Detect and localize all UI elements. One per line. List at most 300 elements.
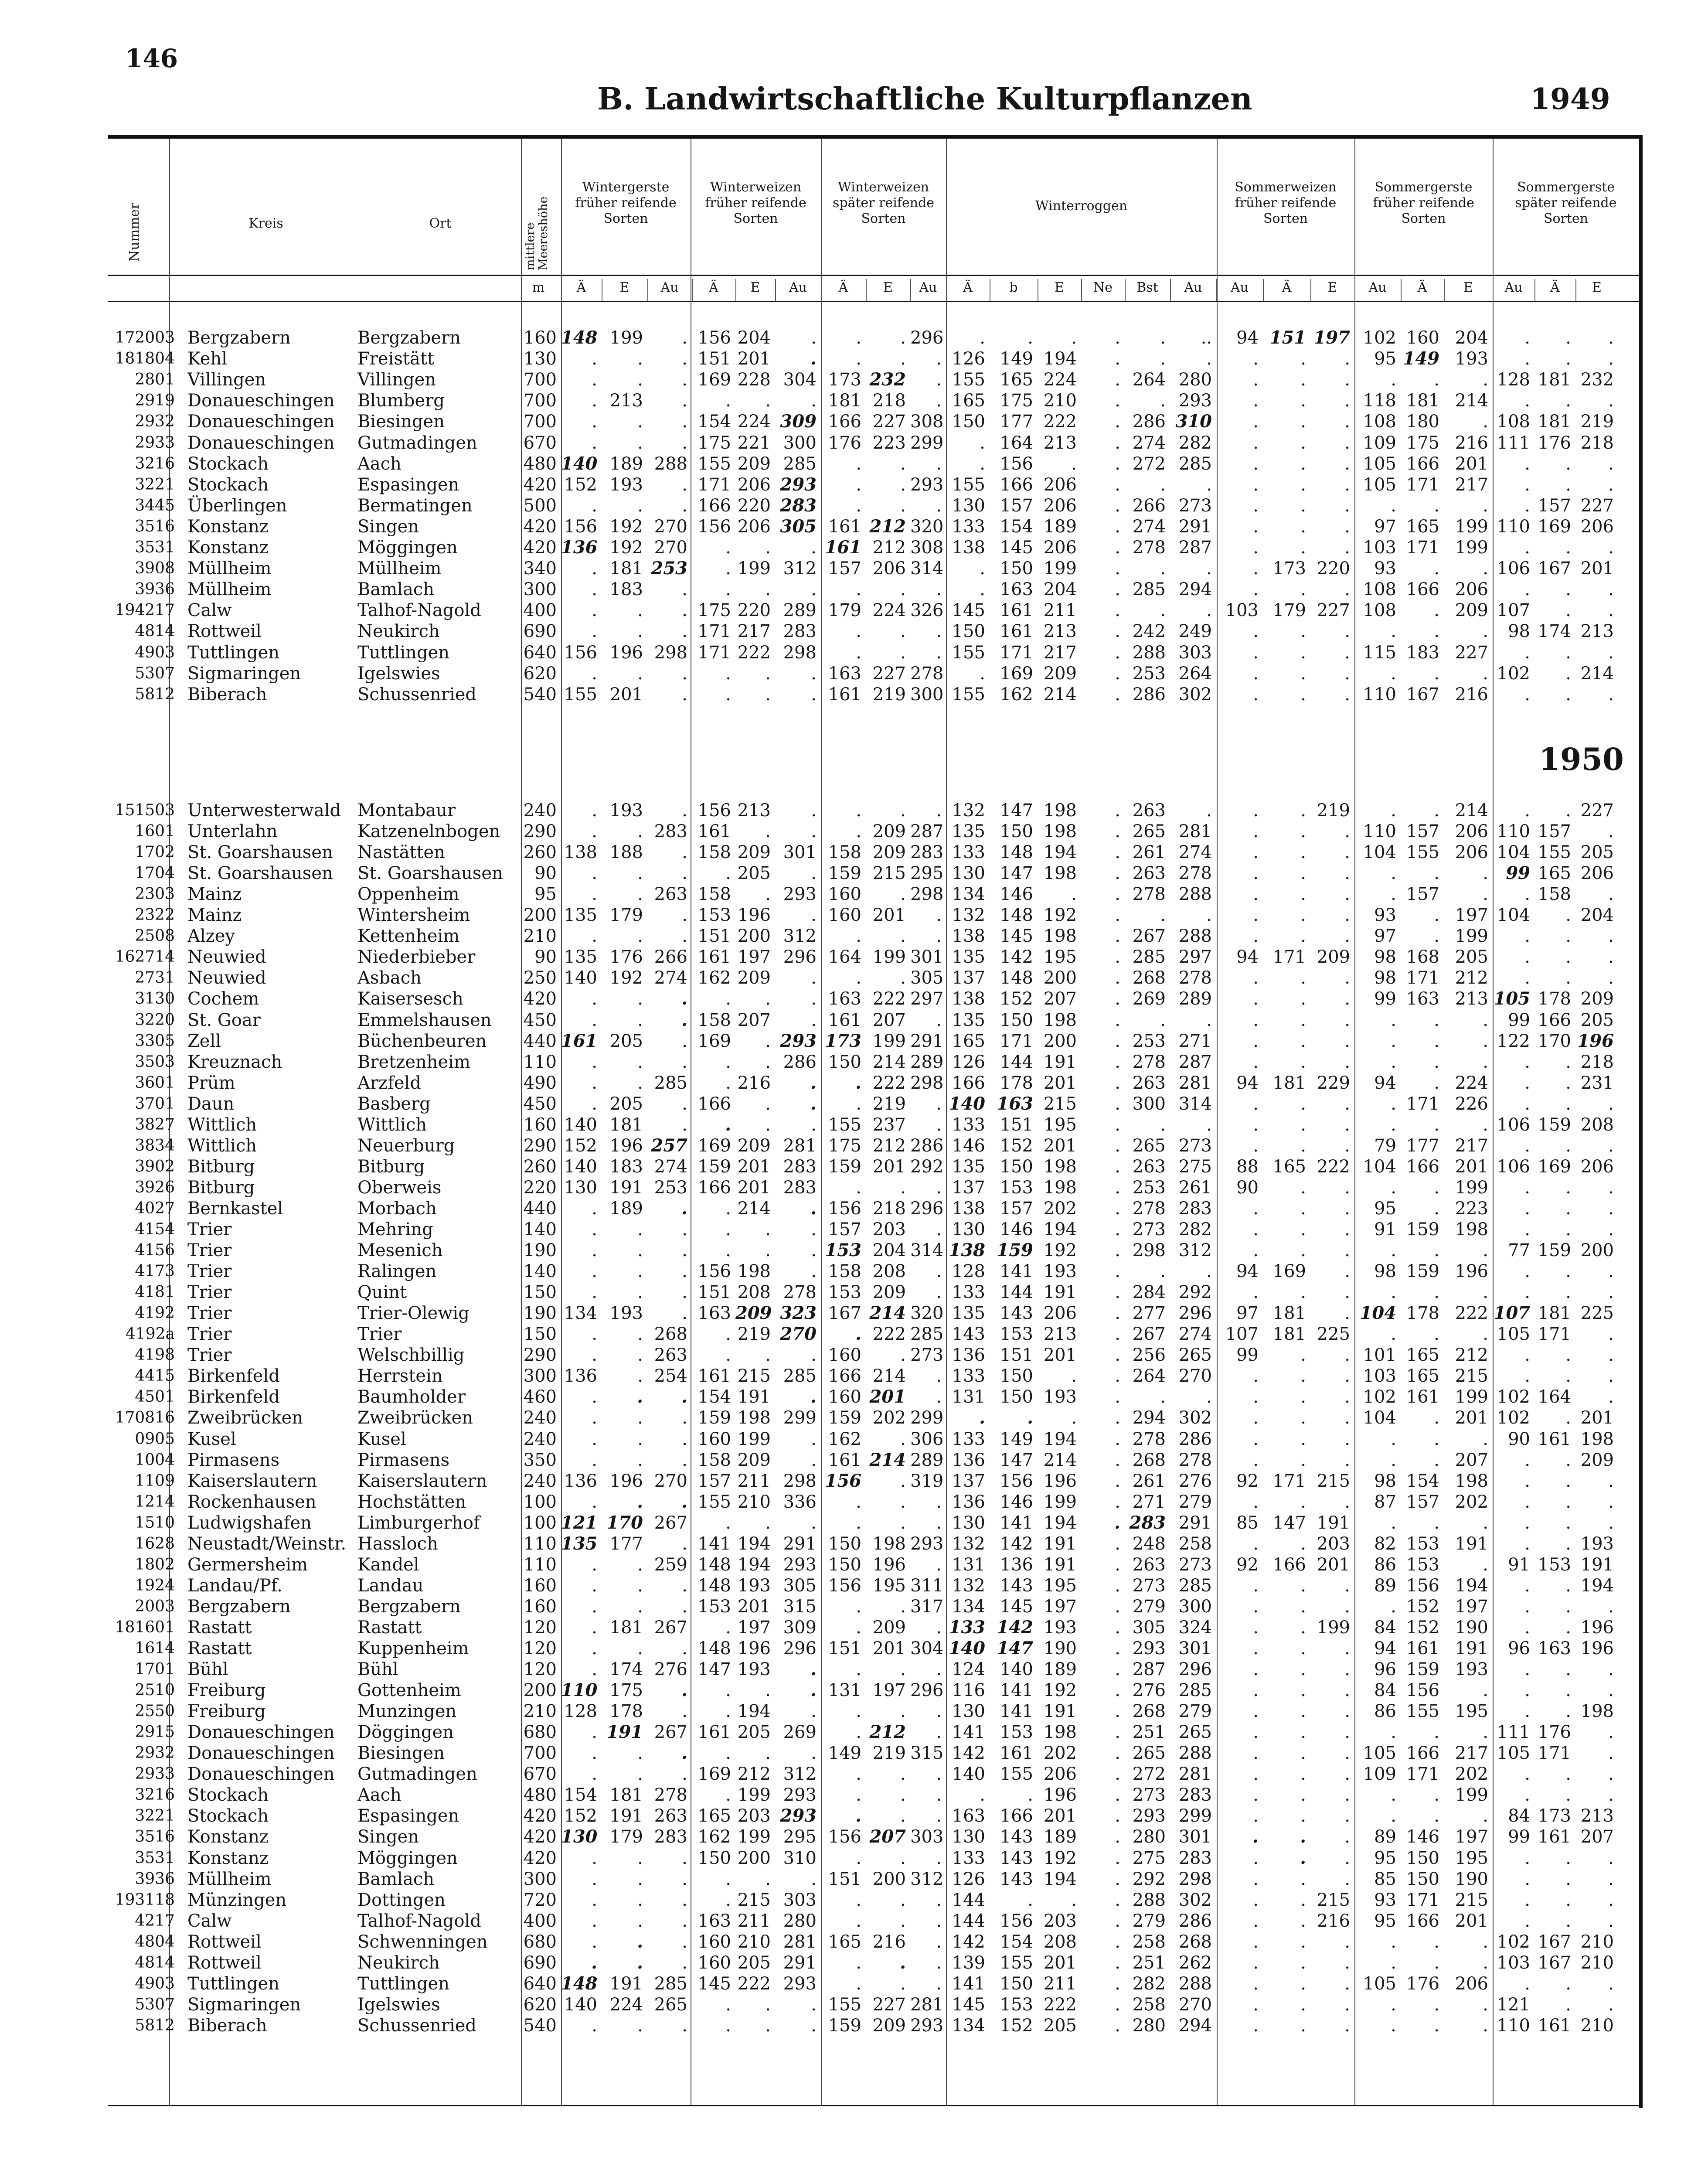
- cell-value: 179: [609, 1827, 643, 1847]
- cell-value: 200: [523, 905, 557, 926]
- cell-value: 258: [1132, 1931, 1166, 1952]
- cell-kreis: Biberach: [187, 2015, 267, 2036]
- cell-value: .: [856, 349, 861, 369]
- cell-value: .: [1253, 842, 1259, 863]
- cell-value: .: [1483, 1052, 1488, 1072]
- cell-value: .: [1300, 1052, 1306, 1072]
- cell-value: 141: [952, 1722, 985, 1743]
- cell-value: .: [900, 884, 906, 905]
- cell-kreis: Daun: [187, 1093, 235, 1114]
- cell-value: .: [1300, 349, 1306, 369]
- cell-value: 145: [1000, 1596, 1033, 1617]
- cell-value: 670: [523, 1764, 557, 1785]
- cell-value: .: [1565, 1994, 1571, 2015]
- cell-ort: Bitburg: [357, 1156, 425, 1177]
- cell-kreis: Rastatt: [187, 1638, 252, 1659]
- cell-value: 138: [952, 1198, 985, 1219]
- cell-kreis: Calw: [187, 600, 232, 621]
- cell-value: 191: [606, 1722, 643, 1743]
- cell-value: 198: [1580, 1701, 1614, 1722]
- cell-value: .: [1344, 370, 1350, 390]
- cell-ort: Talhof-Nagold: [357, 600, 481, 621]
- cell-value: .: [936, 579, 942, 600]
- cell-ort: Rastatt: [357, 1617, 422, 1638]
- cell-value: 273: [910, 1345, 944, 1366]
- cell-value: 158: [828, 1261, 861, 1282]
- cell-value: .: [637, 863, 643, 884]
- cell-value: .: [725, 989, 731, 1009]
- cell-value: 133: [952, 1429, 985, 1449]
- cell-value: 293: [783, 1785, 817, 1805]
- cell-value: .: [1253, 1093, 1259, 1114]
- cell-value: .: [1344, 433, 1350, 453]
- cell-value: 115: [1363, 642, 1396, 663]
- cell-value: 266: [654, 947, 687, 967]
- subcolumn-header: Bst: [1136, 280, 1158, 295]
- cell-value: 202: [872, 1408, 906, 1428]
- cell-value: 135: [564, 947, 597, 967]
- cell-value: .: [1565, 1450, 1571, 1470]
- cell-value: .: [1115, 1387, 1120, 1407]
- cell-value: 188: [609, 842, 643, 863]
- header-group-label: Winterroggen: [1035, 198, 1128, 214]
- cell-kreis: Wittlich: [187, 1114, 257, 1135]
- cell-value: 281: [1178, 1073, 1212, 1093]
- cell-value: .: [1115, 1848, 1120, 1868]
- cell-value: 181: [1538, 370, 1571, 390]
- cell-value: .: [1483, 370, 1488, 390]
- table-row: [108, 926, 1643, 947]
- cell-value: 248: [1132, 1533, 1166, 1554]
- cell-ort: Munzingen: [357, 1701, 457, 1722]
- cell-kreis: St. Goarshausen: [187, 842, 333, 863]
- cell-value: .: [1344, 1848, 1350, 1868]
- cell-value: .: [1160, 474, 1166, 495]
- cell-value: 202: [1455, 1764, 1488, 1785]
- cell-value: 183: [609, 579, 643, 600]
- cell-value: .: [1253, 1806, 1259, 1826]
- cell-value: 281: [1178, 821, 1212, 842]
- cell-value: 279: [1178, 1492, 1212, 1512]
- cell-value: 193: [609, 1303, 643, 1324]
- cell-kreis: Bergzabern: [187, 1596, 291, 1617]
- cell-value: .: [936, 1890, 942, 1910]
- cell-value: 161: [828, 1010, 861, 1030]
- cell-value: 304: [783, 370, 817, 390]
- cell-value: 229: [1317, 1073, 1350, 1093]
- cell-value: 199: [737, 1429, 771, 1449]
- cell-value: 199: [1317, 1617, 1350, 1638]
- cell-value: .: [592, 1052, 597, 1072]
- cell-value: 163: [1406, 989, 1439, 1009]
- cell-value: .: [1524, 453, 1530, 474]
- cell-value: 306: [910, 1429, 944, 1449]
- cell-value: .: [592, 1261, 597, 1282]
- cell-value: 170: [1538, 1031, 1571, 1051]
- cell-value: .: [1253, 884, 1259, 905]
- cell-value: 150: [1000, 1366, 1033, 1386]
- cell-value: 120: [523, 1638, 557, 1659]
- cell-kreis: Bergzabern: [187, 328, 291, 348]
- cell-value: .: [1483, 495, 1488, 516]
- cell-value: 213: [609, 391, 643, 411]
- cell-value: 214: [869, 1303, 906, 1324]
- cell-value: 165: [1538, 863, 1571, 884]
- cell-value: 140: [564, 968, 597, 988]
- cell-value: .: [811, 391, 817, 411]
- cell-value: 161: [1538, 1429, 1571, 1449]
- cell-value: 257: [651, 1135, 687, 1156]
- cell-value: .: [936, 1764, 942, 1785]
- cell-value: .: [1115, 1135, 1120, 1156]
- cell-value: .: [592, 1408, 597, 1428]
- cell-value: .: [900, 1848, 906, 1868]
- cell-value: 211: [1043, 1973, 1077, 1994]
- cell-value: .: [1071, 1890, 1077, 1910]
- cell-value: .: [1344, 1701, 1350, 1722]
- cell-value: 204: [737, 328, 771, 348]
- cell-value: .: [1160, 1114, 1166, 1135]
- cell-value: 148: [1000, 968, 1033, 988]
- cell-value: .: [1483, 884, 1488, 905]
- cell-value: 190: [523, 1240, 557, 1261]
- cell-value: 206: [1043, 495, 1077, 516]
- table-row: [108, 1450, 1643, 1471]
- cell-value: 192: [609, 538, 643, 558]
- cell-value: 134: [952, 884, 985, 905]
- cell-value: 140: [523, 1219, 557, 1240]
- cell-value: 251: [1132, 1722, 1166, 1743]
- cell-value: .: [936, 1973, 942, 1994]
- cell-nummer: 1109: [135, 1472, 175, 1490]
- cell-value: 197: [872, 1680, 906, 1701]
- cell-value: 104: [1363, 842, 1396, 863]
- cell-value: 165: [952, 1031, 985, 1051]
- cell-value: .: [1253, 1219, 1259, 1240]
- cell-nummer: 4192: [135, 1304, 175, 1322]
- cell-value: .: [1608, 1282, 1614, 1303]
- cell-value: 272: [1132, 453, 1166, 474]
- cell-value: 296: [783, 947, 817, 967]
- cell-value: .: [765, 884, 771, 905]
- cell-value: 176: [1538, 433, 1571, 453]
- cell-value: 206: [1580, 1156, 1614, 1177]
- cell-value: 201: [869, 1386, 906, 1407]
- cell-value: .: [1253, 1114, 1259, 1135]
- cell-value: .: [856, 1973, 861, 1994]
- cell-value: .: [1344, 842, 1350, 863]
- cell-value: 199: [1455, 1177, 1488, 1198]
- cell-ort: St. Goarshausen: [357, 863, 503, 884]
- cell-value: .: [637, 1386, 643, 1407]
- cell-nummer: 3827: [135, 1115, 175, 1134]
- cell-value: 222: [872, 1324, 906, 1345]
- cell-value: .: [1608, 1471, 1614, 1491]
- cell-value: 214: [1455, 800, 1488, 821]
- cell-kreis: Trier: [187, 1345, 232, 1366]
- cell-value: 133: [952, 1282, 985, 1303]
- cell-value: .: [1115, 1261, 1120, 1282]
- cell-value: 312: [910, 1869, 944, 1889]
- cell-value: .: [725, 1198, 731, 1219]
- cell-value: 205: [609, 1031, 643, 1051]
- cell-value: 217: [1455, 474, 1488, 495]
- cell-value: 315: [783, 1596, 817, 1617]
- cell-kreis: Wittlich: [187, 1135, 257, 1156]
- cell-value: .: [1253, 391, 1259, 411]
- cell-value: .: [682, 1093, 687, 1114]
- cell-value: 267: [654, 1617, 687, 1638]
- cell-ort: Pirmasens: [357, 1450, 450, 1470]
- cell-value: 160: [828, 1345, 861, 1366]
- cell-value: .: [856, 474, 861, 495]
- cell-value: 161: [697, 1722, 731, 1743]
- cell-value: 152: [1406, 1617, 1439, 1638]
- cell-kreis: Neuwied: [187, 968, 266, 988]
- cell-value: 189: [1043, 1827, 1077, 1847]
- cell-value: .: [1071, 1408, 1077, 1428]
- cell-value: .: [1253, 1931, 1259, 1952]
- cell-value: .: [1253, 1764, 1259, 1785]
- cell-nummer: 3701: [135, 1094, 175, 1113]
- cell-value: .: [1115, 1659, 1120, 1680]
- cell-value: 195: [872, 1575, 906, 1596]
- cell-value: 105: [1363, 474, 1396, 495]
- cell-value: 214: [872, 1366, 906, 1386]
- cell-value: .: [1344, 474, 1350, 495]
- cell-value: 150: [697, 1848, 731, 1868]
- cell-value: .: [1071, 453, 1077, 474]
- cell-kreis: Pirmasens: [187, 1450, 280, 1470]
- cell-value: 179: [828, 600, 861, 621]
- cell-nummer: 1702: [135, 843, 175, 862]
- cell-value: .: [1483, 1554, 1488, 1575]
- cell-value: .: [811, 1429, 817, 1449]
- cell-kreis: Bitburg: [187, 1177, 255, 1198]
- cell-value: .: [682, 349, 687, 369]
- cell-value: 141: [952, 1973, 985, 1994]
- cell-value: .: [1115, 642, 1120, 663]
- cell-value: 137: [952, 1471, 985, 1491]
- cell-value: .: [1524, 1890, 1530, 1910]
- cell-value: 149: [1000, 349, 1033, 369]
- cell-value: .: [1300, 842, 1306, 863]
- cell-nummer: 2731: [135, 969, 175, 987]
- table-row: [108, 1094, 1643, 1115]
- cell-value: .: [900, 968, 906, 988]
- cell-value: 143: [1000, 1848, 1033, 1868]
- cell-value: 143: [1000, 1575, 1033, 1596]
- cell-value: .: [637, 884, 643, 905]
- cell-value: 140: [564, 1156, 597, 1177]
- cell-value: 95: [1374, 349, 1396, 369]
- cell-value: 155: [952, 370, 985, 390]
- cell-value: 201: [1043, 1345, 1077, 1366]
- cell-value: .: [1115, 1177, 1120, 1198]
- cell-value: .: [637, 1240, 643, 1261]
- cell-kreis: Landau/Pf.: [187, 1575, 282, 1596]
- cell-value: 153: [1000, 1994, 1033, 2015]
- cell-value: .: [936, 1114, 942, 1135]
- cell-value: 540: [523, 684, 557, 705]
- cell-value: .: [1391, 1052, 1396, 1072]
- cell-value: .: [765, 1345, 771, 1366]
- cell-value: 194: [1043, 1869, 1077, 1889]
- cell-value: 161: [828, 516, 861, 537]
- cell-value: .: [1115, 1471, 1120, 1491]
- cell-value: 680: [523, 1931, 557, 1952]
- cell-value: 169: [697, 370, 731, 390]
- cell-value: 121: [1497, 1994, 1530, 2015]
- cell-value: .: [1391, 1785, 1396, 1805]
- cell-ort: Espasingen: [357, 474, 459, 495]
- cell-value: .: [900, 1429, 906, 1449]
- cell-value: .: [1565, 1869, 1571, 1889]
- cell-value: 130: [952, 495, 985, 516]
- cell-value: .: [592, 1198, 597, 1219]
- cell-value: .: [1565, 926, 1571, 947]
- table-row: [108, 2016, 1643, 2037]
- cell-value: .: [1300, 1387, 1306, 1407]
- cell-ort: Villingen: [357, 370, 436, 390]
- cell-value: 164: [1538, 1387, 1571, 1407]
- cell-value: .: [1344, 1994, 1350, 2015]
- cell-value: 176: [828, 433, 861, 453]
- cell-value: 150: [828, 1533, 861, 1554]
- cell-value: .: [856, 1617, 861, 1638]
- table-row: [108, 1806, 1643, 1827]
- table-row: [108, 1345, 1643, 1366]
- cell-value: .: [682, 495, 687, 516]
- cell-value: 282: [1132, 1973, 1166, 1994]
- cell-value: .: [811, 684, 817, 705]
- cell-kreis: Trier: [187, 1303, 232, 1324]
- cell-kreis: Unterwesterwald: [187, 800, 341, 821]
- cell-value: 293: [783, 884, 817, 905]
- cell-value: 206: [1043, 1764, 1077, 1785]
- cell-value: 99: [1236, 1345, 1259, 1366]
- cell-value: .: [592, 1073, 597, 1093]
- header-kreis: Kreis: [248, 216, 283, 231]
- cell-value: 278: [910, 663, 944, 684]
- cell-value: 145: [952, 600, 985, 621]
- cell-value: 82: [1374, 1533, 1396, 1554]
- cell-value: 159: [1538, 1240, 1571, 1261]
- cell-value: .: [592, 1659, 597, 1680]
- cell-value: 108: [1363, 579, 1396, 600]
- cell-value: .: [1300, 800, 1306, 821]
- cell-value: 198: [1455, 1219, 1488, 1240]
- cell-value: 200: [737, 1848, 771, 1868]
- cell-value: .: [1300, 1575, 1306, 1596]
- cell-value: 84: [1374, 1680, 1396, 1701]
- cell-value: .: [1115, 1303, 1120, 1324]
- cell-ort: Bamlach: [357, 579, 434, 600]
- cell-value: 148: [1000, 905, 1033, 926]
- subheader-rule: [108, 301, 1643, 302]
- table-row: [108, 1576, 1643, 1597]
- cell-value: .: [1160, 600, 1166, 621]
- cell-value: 287: [910, 821, 944, 842]
- cell-value: .: [637, 989, 643, 1009]
- cell-value: 206: [1043, 538, 1077, 558]
- cell-value: 155: [1406, 1701, 1439, 1722]
- cell-value: .: [682, 1261, 687, 1282]
- cell-value: .: [637, 1764, 643, 1785]
- cell-value: .: [592, 370, 597, 390]
- cell-value: 160: [697, 1952, 731, 1973]
- cell-value: 97: [1236, 1303, 1259, 1324]
- cell-value: .: [765, 579, 771, 600]
- cell-value: 165: [1406, 1345, 1439, 1366]
- cell-value: .: [592, 1575, 597, 1596]
- cell-value: .: [1115, 663, 1120, 684]
- year-1950-heading: 1950: [1539, 741, 1624, 777]
- cell-value: 179: [609, 905, 643, 926]
- header-group-label: Wintergerste früher reifende Sorten: [575, 180, 677, 226]
- cell-value: 164: [1000, 433, 1033, 453]
- cell-value: 298: [654, 642, 687, 663]
- cell-kreis: Unterlahn: [187, 821, 278, 842]
- cell-value: 206: [1580, 516, 1614, 537]
- cell-value: .: [592, 2015, 597, 2036]
- page-number: 146: [125, 44, 178, 73]
- cell-value: .: [1565, 1471, 1571, 1491]
- cell-nummer: 4903: [135, 643, 175, 661]
- cell-value: .: [811, 1743, 817, 1764]
- cell-nummer: 4217: [135, 1911, 175, 1930]
- cell-value: .: [1300, 1533, 1306, 1554]
- cell-value: 700: [523, 370, 557, 390]
- cell-value: 303: [1178, 642, 1212, 663]
- cell-value: .: [1344, 1596, 1350, 1617]
- cell-value: 110: [523, 1052, 557, 1072]
- cell-value: 209: [872, 1282, 906, 1303]
- cell-value: 124: [952, 1659, 985, 1680]
- cell-value: 540: [523, 2015, 557, 2036]
- cell-value: .: [592, 1492, 597, 1512]
- cell-value: .: [1115, 1722, 1120, 1743]
- cell-ort: Ralingen: [357, 1261, 437, 1282]
- cell-value: 204: [1455, 328, 1488, 348]
- cell-value: 143: [1000, 1869, 1033, 1889]
- cell-value: 163: [697, 1911, 731, 1931]
- cell-value: .: [1300, 412, 1306, 432]
- cell-value: 155: [952, 474, 985, 495]
- cell-value: .: [1071, 328, 1077, 348]
- cell-value: .: [682, 1890, 687, 1910]
- cell-value: 138: [949, 1240, 985, 1261]
- cell-value: 142: [952, 1743, 985, 1764]
- cell-value: 130: [952, 1219, 985, 1240]
- cell-nummer: 3216: [135, 1786, 175, 1804]
- cell-value: 142: [1000, 1533, 1033, 1554]
- cell-value: .: [725, 579, 731, 600]
- cell-nummer: 1701: [135, 1660, 175, 1679]
- cell-value: .: [1300, 538, 1306, 558]
- cell-kreis: Bühl: [187, 1659, 228, 1680]
- cell-value: 77: [1508, 1240, 1530, 1261]
- cell-value: .: [1300, 1869, 1306, 1889]
- cell-value: 285: [1178, 1680, 1212, 1701]
- cell-value: .: [1608, 1387, 1614, 1407]
- cell-value: 214: [872, 1052, 906, 1072]
- cell-value: 131: [952, 1554, 985, 1575]
- cell-value: .: [1434, 1429, 1439, 1449]
- cell-value: 150: [523, 1282, 557, 1303]
- subcolumn-header: Ä: [1417, 280, 1427, 295]
- cell-value: 275: [1132, 1848, 1166, 1868]
